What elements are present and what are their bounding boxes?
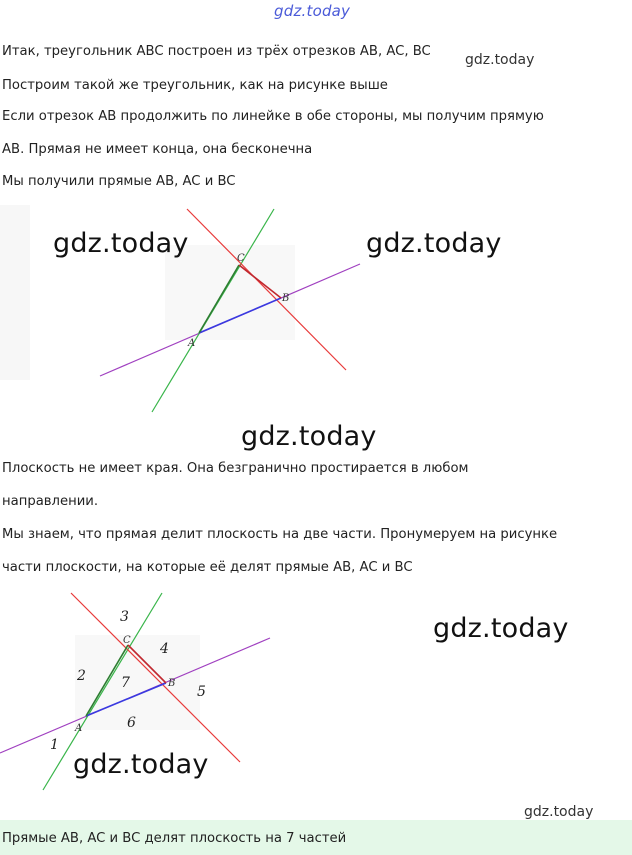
paragraph-7: направлении. [2,494,99,509]
paragraph-6: Плоскость не имеет края. Она безгранично простирается в любом [2,461,469,476]
region-number-2: 2 [77,668,86,684]
point-b-label: B [282,293,290,304]
watermark-top: gdz.today [274,2,351,20]
region-point-c-label: C [123,635,131,646]
region-number-6: 6 [127,715,136,731]
region-number-4: 4 [160,641,169,657]
paragraph-3: Если отрезок AB продолжить по линейке в обе стороны, мы получим прямую [2,109,544,124]
watermark-inline: gdz.today [465,52,535,68]
paragraph-4: AB. Прямая не имеет конца, она бесконечна [2,142,313,157]
paragraph-8: Мы знаем, что прямая делит плоскость на две части. Пронумеруем на рисунке [2,527,558,542]
figure1-bg-left [0,205,30,380]
figure1-bg-center [165,245,295,340]
paragraph-1-text: Итак, треугольник ABC построен из трёх отрезков AB, AC, BC [2,44,431,59]
watermark-fig1-left: gdz.today [53,228,189,259]
region-number-7: 7 [121,675,130,691]
watermark-fig1-bottom: gdz.today [241,421,377,452]
region-point-b-label: B [168,678,176,689]
watermark-fig2-bottom: gdz.today [73,749,209,780]
paragraph-2: Построим такой же треугольник, как на рисунке выше [2,78,388,93]
region-number-1: 1 [50,737,59,753]
figure2-bg-center [75,635,200,730]
region-number-3: 3 [120,609,129,625]
paragraph-5: Мы получили прямые AB, AC и BC [2,174,236,189]
region-point-a-label: A [75,723,83,734]
paragraph-9: части плоскости, на которые её делят прямые AB, AC и BC [2,560,413,575]
region-number-5: 5 [197,684,206,700]
watermark-footer: gdz.today [524,804,594,820]
watermark-fig2-right: gdz.today [433,613,569,644]
conclusion-text: Прямые AB, AC и BC делят плоскость на 7 частей [2,831,347,846]
point-a-label: A [188,338,196,349]
point-c-label: C [237,253,245,264]
watermark-fig1-right: gdz.today [366,228,502,259]
